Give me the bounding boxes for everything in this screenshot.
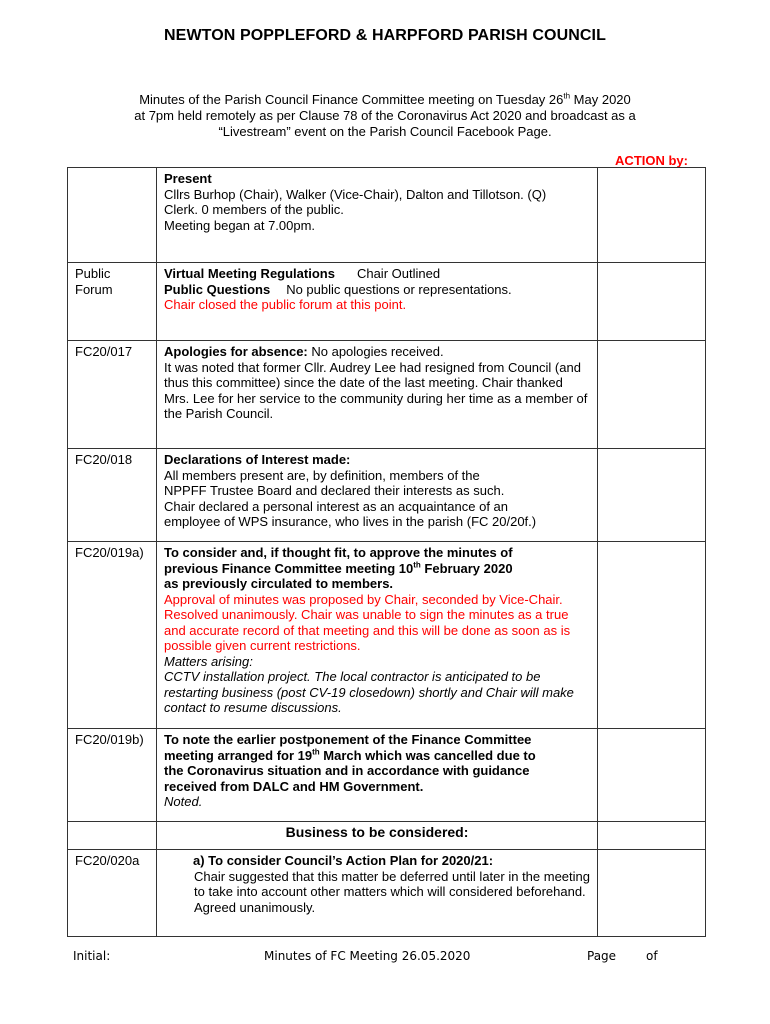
- intro-line1: Minutes of the Parish Council Finance Committee meeting on Tuesday 26th May 2020: [139, 91, 631, 107]
- public-forum-ref-line1: Public: [75, 266, 111, 281]
- public-questions-line: Public Questions No public questions or representations.: [164, 281, 512, 297]
- ref-cell: FC20/019a): [68, 542, 157, 729]
- declarations-heading: Declarations of Interest made:: [164, 452, 351, 467]
- ref-cell: FC20/017: [68, 341, 157, 449]
- postponement-heading4: received from DALC and HM Government.: [164, 778, 424, 794]
- footer-initial: Initial:: [73, 949, 111, 963]
- minutes-approval-heading2: previous Finance Committee meeting 10th February 2020: [164, 560, 513, 576]
- action-plan-text: Chair suggested that this matter be deferred until later in the meeting to take into account other matters which will considered beforehand. Agreed unanimously.: [194, 868, 590, 915]
- footer-page: Page: [587, 949, 617, 963]
- table-row: [68, 168, 706, 263]
- body-cell: [157, 542, 598, 729]
- body-cell: [157, 850, 598, 937]
- business-heading: Business to be considered:: [157, 822, 598, 850]
- action-cell: [598, 341, 706, 449]
- present-line1: Cllrs Burhop (Chair), Walker (Vice-Chair), Dalton and Tillotson. (Q): [164, 186, 547, 202]
- table-row: [68, 542, 706, 729]
- minutes-approval-heading1: To consider and, if thought fit, to approve the minutes of: [164, 545, 513, 560]
- present-line3: Meeting began at 7.00pm.: [164, 217, 316, 233]
- public-forum-ref-line2: Forum: [75, 281, 113, 297]
- footer-title: Minutes of FC Meeting 26.05.2020: [264, 949, 471, 963]
- action-cell: [598, 729, 706, 822]
- minutes-table: [67, 167, 706, 937]
- action-cell: [598, 542, 706, 729]
- minutes-approval-heading3: as previously circulated to members.: [164, 576, 394, 591]
- postponement-heading2: meeting arranged for 19th March which was cancelled due to: [164, 747, 536, 763]
- action-cell: [598, 850, 706, 937]
- body-cell: [157, 168, 598, 263]
- present-line2: Clerk. 0 members of the public.: [164, 202, 344, 217]
- ref-cell: FC20/020a: [68, 850, 157, 937]
- document-title: NEWTON POPPLEFORD & HARPFORD PARISH COUNCIL: [164, 27, 606, 44]
- body-cell: [157, 449, 598, 542]
- postponement-heading3: the Coronavirus situation and in accordance with guidance: [164, 763, 530, 778]
- ref-cell: [68, 168, 157, 263]
- table-row: [68, 822, 706, 850]
- table-row: [68, 341, 706, 449]
- declarations-text4: employee of WPS insurance, who lives in the parish (FC 20/20f.): [164, 514, 537, 529]
- body-cell: [157, 263, 598, 341]
- postponement-heading1: To note the earlier postponement of the Finance Committee: [164, 732, 532, 747]
- page-footer: [0, 949, 770, 967]
- action-cell: [598, 822, 706, 850]
- present-heading: Present: [164, 171, 212, 186]
- ref-cell: FC20/018: [68, 449, 157, 542]
- declarations-text3: Chair declared a personal interest as an acquaintance of an: [164, 498, 508, 514]
- table-row: [68, 449, 706, 542]
- action-cell: [598, 168, 706, 263]
- intro-line3: “Livestream” event on the Parish Council Facebook Page.: [218, 124, 552, 139]
- declarations-text1: All members present are, by definition, members of the: [164, 467, 480, 483]
- table-row: [68, 850, 706, 937]
- virtual-meeting-line: Virtual Meeting Regulations Chair Outlined: [164, 266, 441, 281]
- ref-cell: [68, 263, 157, 341]
- ref-cell: FC20/019b): [68, 729, 157, 822]
- table-row: [68, 263, 706, 341]
- postponement-noted: Noted.: [164, 794, 203, 809]
- apologies-text: It was noted that former Cllr. Audrey Lee had resigned from Council (and thus this committee) since the date of the last meeting. Chair thanked Mrs. Lee for her service to the community during her time as a member of the Parish Council.: [164, 359, 588, 421]
- matters-arising-label: Matters arising:: [164, 653, 253, 669]
- forum-closed-text: Chair closed the public forum at this point.: [164, 297, 407, 312]
- action-plan-heading: a) To consider Council’s Action Plan for 2020/21:: [193, 853, 494, 868]
- action-cell: [598, 449, 706, 542]
- table-row: [68, 729, 706, 822]
- action-by-header: ACTION by:: [615, 153, 688, 168]
- apologies-line: Apologies for absence: No apologies received.: [164, 344, 444, 359]
- cctv-text: CCTV installation project. The local contractor is anticipated to be restarting business (post CV-19 closedown) shortly and Chair will make contact to resume discussions.: [164, 669, 574, 715]
- intro-line2: at 7pm held remotely as per Clause 78 of the Coronavirus Act 2020 and broadcast as a: [134, 108, 636, 123]
- declarations-text2: NPPFF Trustee Board and declared their interests as such.: [164, 483, 505, 498]
- body-cell: [157, 341, 598, 449]
- footer-of: of: [646, 949, 658, 963]
- intro-paragraph: [85, 92, 685, 140]
- minutes-approval-text: Approval of minutes was proposed by Chair, seconded by Vice-Chair. Resolved unanimously. Chair was unable to sign the minutes as a true and accurate record of that meeting and this will be done as soon as is possible given current restrictions.: [164, 591, 571, 653]
- action-cell: [598, 263, 706, 341]
- body-cell: [157, 729, 598, 822]
- ref-cell: [68, 822, 157, 850]
